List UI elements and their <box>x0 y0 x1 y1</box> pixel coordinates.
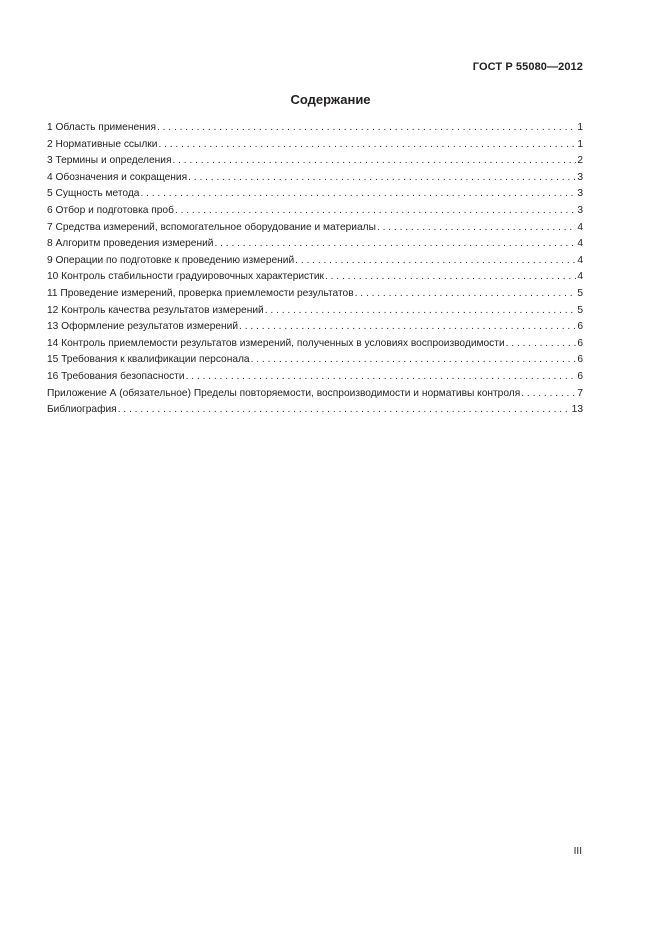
toc-entry[interactable] <box>47 137 583 154</box>
toc-entry[interactable] <box>47 120 583 137</box>
toc-entry-title: 1 Область применения <box>47 122 156 133</box>
toc-entry[interactable] <box>47 336 583 353</box>
toc-title: Содержание <box>290 92 371 107</box>
toc-entry[interactable] <box>47 220 583 237</box>
toc-entry[interactable] <box>47 236 583 253</box>
toc-entry-page: 7 <box>577 387 583 399</box>
toc-leader-dots <box>265 303 577 320</box>
toc-entry[interactable] <box>47 153 583 170</box>
toc-entry-title: 8 Алгоритм проведения измерений <box>47 238 214 250</box>
toc-entry-page: 4 <box>577 271 583 283</box>
toc-entry-title: 9 Операции по подготовке к проведению измерений <box>47 254 295 266</box>
toc-entry-page: 4 <box>577 238 583 250</box>
toc-leader-dots <box>239 319 576 336</box>
toc-leader-dots <box>214 236 576 253</box>
toc-entry[interactable] <box>47 286 583 303</box>
toc-entry-title: 6 Отбор и подготовка проб <box>47 204 174 216</box>
toc-entry-page: 5 <box>577 287 583 299</box>
toc-entry-page: 1 <box>577 122 583 133</box>
toc-leader-dots <box>506 336 577 353</box>
toc-entry[interactable] <box>47 386 583 403</box>
toc-entry-page: 6 <box>577 370 583 382</box>
toc-entry[interactable] <box>47 253 583 270</box>
toc-entry-title: 16 Требования безопасности <box>47 370 185 382</box>
document-code: ГОСТ Р 55080—2012 <box>472 61 583 73</box>
toc-leader-dots <box>251 352 577 369</box>
toc-entry[interactable] <box>47 319 583 336</box>
toc-leader-dots <box>118 402 571 419</box>
toc-entry[interactable] <box>47 170 583 187</box>
toc-leader-dots <box>355 286 577 303</box>
toc-leader-dots <box>157 120 576 137</box>
toc-entry-page: 3 <box>577 188 583 200</box>
toc-leader-dots <box>521 386 576 403</box>
toc-entry-title: 12 Контроль качества результатов измерений <box>47 304 264 316</box>
toc-entry-page: 6 <box>577 321 583 333</box>
toc-entry-page: 5 <box>577 304 583 316</box>
toc-entry-title: 5 Сущность метода <box>47 188 140 200</box>
toc-entry[interactable] <box>47 203 583 220</box>
toc-entry[interactable] <box>47 303 583 320</box>
toc-entry[interactable] <box>47 269 583 286</box>
toc-leader-dots <box>140 186 576 203</box>
toc-entry-title: 14 Контроль приемлемости результатов измерений, полученных в условиях воспроизводимости <box>47 337 505 349</box>
toc-leader-dots <box>186 369 577 386</box>
toc-entry-title: 4 Обозначения и сокращения <box>47 171 188 183</box>
toc-entry[interactable] <box>47 369 583 386</box>
toc-entry[interactable] <box>47 352 583 369</box>
toc-leader-dots <box>172 153 576 170</box>
toc-entry[interactable] <box>47 186 583 203</box>
toc-entry-page: 6 <box>577 354 583 366</box>
toc-entry-title: 13 Оформление результатов измерений <box>47 321 239 333</box>
toc-entry-title: 7 Средства измерений, вспомогательное оборудование и материалы <box>47 221 376 233</box>
toc-entry-title: Библиография <box>47 404 117 416</box>
toc-entry-title: 11 Проведение измерений, проверка приемлемости результатов <box>47 287 354 299</box>
table-of-contents <box>47 120 583 419</box>
page-number: III <box>573 846 582 857</box>
toc-entry-page: 3 <box>577 171 583 183</box>
toc-entry-title: 10 Контроль стабильности градуировочных характеристик <box>47 271 324 283</box>
toc-entry-page: 2 <box>577 155 583 167</box>
toc-leader-dots <box>158 137 576 154</box>
toc-leader-dots <box>325 269 576 286</box>
toc-leader-dots <box>377 220 576 237</box>
toc-entry-title: 3 Термины и определения <box>47 155 172 167</box>
toc-entry-page: 3 <box>577 204 583 216</box>
toc-entry-page: 13 <box>571 404 583 416</box>
toc-entry-page: 4 <box>577 221 583 233</box>
toc-leader-dots <box>175 203 576 220</box>
toc-leader-dots <box>295 253 576 270</box>
toc-leader-dots <box>188 170 576 187</box>
toc-entry-page: 4 <box>577 254 583 266</box>
toc-entry-title: 15 Требования к квалификации персонала <box>47 354 250 366</box>
toc-entry-title: Приложение А (обязательное) Пределы повторяемости, воспроизводимости и нормативы контроля <box>47 387 521 399</box>
toc-entry-page: 6 <box>577 337 583 349</box>
toc-entry[interactable] <box>47 402 583 419</box>
toc-entry-page: 1 <box>577 138 583 150</box>
toc-entry-title: 2 Нормативные ссылки <box>47 138 158 150</box>
